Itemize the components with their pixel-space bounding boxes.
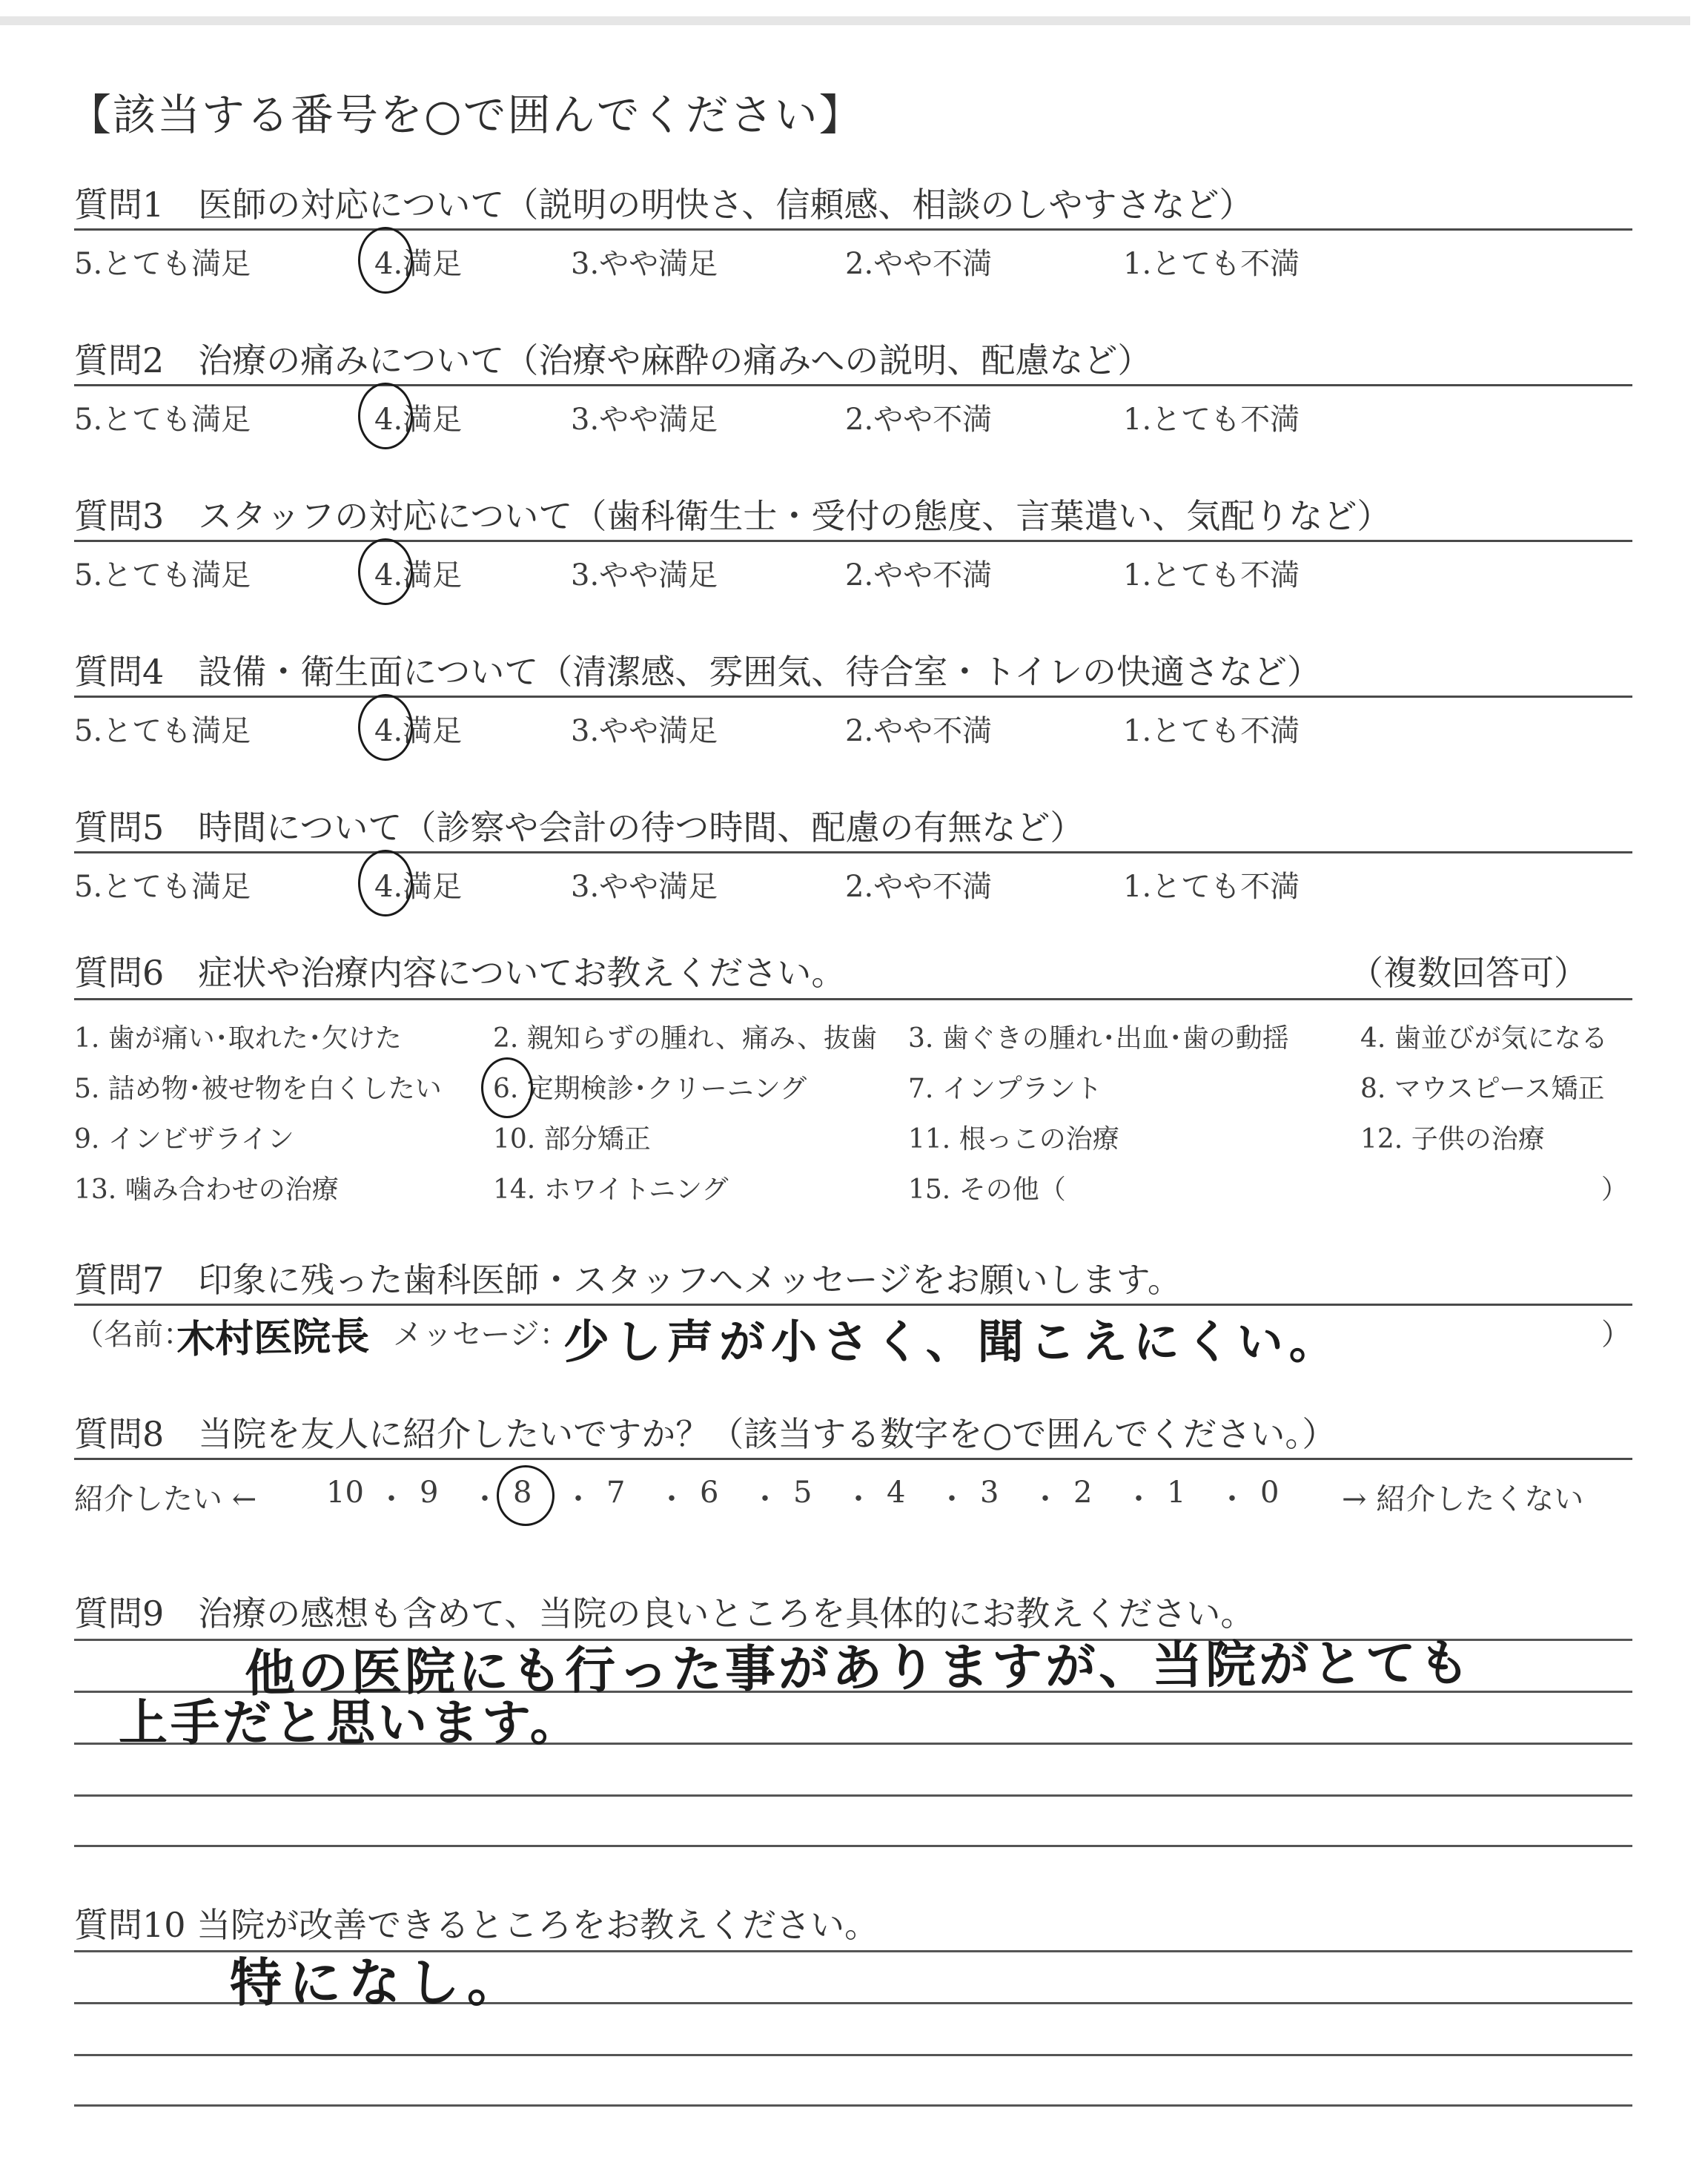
scan-top-edge bbox=[0, 16, 1690, 25]
q4-option-2[interactable]: 2.やや不満 bbox=[845, 714, 993, 748]
q9-answer-line1: 他の医院にも行った事がありますが、当院がとても bbox=[244, 1634, 1473, 1704]
page-header: 【該当する番号を○で囲んでください】 bbox=[68, 90, 864, 140]
q2-option-1[interactable]: 1.とても不満 bbox=[1123, 403, 1300, 437]
q8-scale-1[interactable]: 1 bbox=[1167, 1476, 1186, 1510]
q1-option-1[interactable]: 1.とても不満 bbox=[1123, 247, 1300, 281]
q7-name-value: 木村医院長 bbox=[176, 1314, 370, 1363]
q6-option-7[interactable]: 7. インプラント bbox=[908, 1074, 1102, 1104]
q8-left-label: 紹介したい ← bbox=[74, 1482, 257, 1516]
q4-option-5[interactable]: 5.とても満足 bbox=[74, 714, 251, 748]
q8-scale-7[interactable]: 7 bbox=[606, 1476, 626, 1510]
q5-option-4[interactable]: 4.満足 bbox=[374, 870, 463, 904]
q4-title: 質問4 設備・衛生面について（清潔感、雰囲気、待合室・トイレの快適さなど） bbox=[74, 652, 1322, 692]
q8-scale-10[interactable]: 10 bbox=[326, 1476, 364, 1510]
q8-scale-2[interactable]: 2 bbox=[1073, 1476, 1093, 1510]
q5-selection-circle bbox=[358, 850, 413, 916]
q8-separator-dot: ・ bbox=[937, 1482, 967, 1516]
q2-selection-circle bbox=[358, 383, 413, 449]
q7-title: 質問7 印象に残った歯科医師・スタッフへメッセージをお願いします。 bbox=[74, 1260, 1182, 1300]
q7-close: ） bbox=[1601, 1318, 1631, 1352]
q5-rule bbox=[74, 851, 1632, 853]
q4-selection-circle bbox=[358, 694, 413, 761]
q5-option-3[interactable]: 3.やや満足 bbox=[571, 870, 718, 904]
q8-scale-6[interactable]: 6 bbox=[700, 1476, 719, 1510]
q4-option-4[interactable]: 4.満足 bbox=[374, 714, 463, 748]
q6-option-15[interactable]: 15. その他（ bbox=[908, 1175, 1066, 1205]
q2-option-2[interactable]: 2.やや不満 bbox=[845, 403, 993, 437]
q6-rule bbox=[74, 998, 1632, 1000]
q6-option-6[interactable]: 6. 定期検診･クリーニング bbox=[493, 1074, 807, 1104]
q1-option-2[interactable]: 2.やや不満 bbox=[845, 247, 993, 281]
q5-option-2[interactable]: 2.やや不満 bbox=[845, 870, 993, 904]
q8-scale-5[interactable]: 5 bbox=[793, 1476, 812, 1510]
q3-option-5[interactable]: 5.とても満足 bbox=[74, 558, 251, 592]
q8-scale-8[interactable]: 8 bbox=[513, 1476, 532, 1510]
q10-line-3 bbox=[74, 2054, 1632, 2056]
q6-option-12[interactable]: 12. 子供の治療 bbox=[1360, 1124, 1545, 1155]
q6-selection-circle bbox=[481, 1057, 533, 1118]
q6-option-4[interactable]: 4. 歯並びが気になる bbox=[1360, 1023, 1608, 1054]
q7-name-label: （名前： bbox=[74, 1318, 193, 1352]
q3-option-2[interactable]: 2.やや不満 bbox=[845, 558, 993, 592]
q8-separator-dot: ・ bbox=[377, 1482, 406, 1516]
q7-message-value: 少し声が小さく、聞こえにくい。 bbox=[563, 1315, 1341, 1369]
q3-option-1[interactable]: 1.とても不満 bbox=[1123, 558, 1300, 592]
q9-line-4 bbox=[74, 1794, 1632, 1797]
q8-scale-4[interactable]: 4 bbox=[887, 1476, 906, 1510]
q2-option-3[interactable]: 3.やや満足 bbox=[571, 403, 718, 437]
q1-title: 質問1 医師の対応について（説明の明快さ、信頼感、相談のしやすさなど） bbox=[74, 185, 1254, 225]
q6-option-8[interactable]: 8. マウスピース矯正 bbox=[1360, 1074, 1605, 1104]
q1-option-4[interactable]: 4.満足 bbox=[374, 247, 463, 281]
q8-scale-3[interactable]: 3 bbox=[980, 1476, 999, 1510]
q2-title: 質問2 治療の痛みについて（治療や麻酔の痛みへの説明、配慮など） bbox=[74, 340, 1152, 380]
q8-rule bbox=[74, 1458, 1632, 1460]
q1-option-3[interactable]: 3.やや満足 bbox=[571, 247, 718, 281]
q10-line-4 bbox=[74, 2104, 1632, 2107]
q8-scale-9[interactable]: 9 bbox=[420, 1476, 439, 1510]
q8-title: 質問8 当院を友人に紹介したいですか？（該当する数字を○で囲んでください。） bbox=[74, 1414, 1337, 1454]
q9-line-5 bbox=[74, 1845, 1632, 1847]
q2-option-4[interactable]: 4.満足 bbox=[374, 403, 463, 437]
q3-option-4[interactable]: 4.満足 bbox=[374, 558, 463, 592]
q8-separator-dot: ・ bbox=[844, 1482, 873, 1516]
q8-right-label: → 紹介したくない bbox=[1342, 1482, 1584, 1516]
q6-note: （複数回答可） bbox=[1349, 953, 1588, 993]
q3-selection-circle bbox=[358, 538, 413, 605]
q6-option-11[interactable]: 11. 根っこの治療 bbox=[908, 1124, 1119, 1155]
q8-separator-dot: ・ bbox=[750, 1482, 780, 1516]
q4-option-3[interactable]: 3.やや満足 bbox=[571, 714, 718, 748]
q6-option-13[interactable]: 13. 噛み合わせの治療 bbox=[74, 1175, 339, 1205]
q9-answer-line2: 上手だと思います。 bbox=[119, 1694, 582, 1751]
q2-rule bbox=[74, 384, 1632, 386]
q5-option-1[interactable]: 1.とても不満 bbox=[1123, 870, 1300, 904]
q5-option-5[interactable]: 5.とても満足 bbox=[74, 870, 251, 904]
q6-option-14[interactable]: 14. ホワイトニング bbox=[493, 1175, 729, 1205]
q5-title: 質問5 時間について（診察や会計の待つ時間、配慮の有無など） bbox=[74, 807, 1085, 848]
q7-message-label: メッセージ： bbox=[393, 1318, 569, 1352]
q8-scale-0[interactable]: 0 bbox=[1260, 1476, 1280, 1510]
q6-option-1[interactable]: 1. 歯が痛い･取れた･欠けた bbox=[74, 1023, 402, 1054]
q3-rule bbox=[74, 540, 1632, 542]
q8-separator-dot: ・ bbox=[563, 1482, 593, 1516]
q8-separator-dot: ・ bbox=[1124, 1482, 1153, 1516]
q3-title: 質問3 スタッフの対応について（歯科衛生士・受付の態度、言葉遣い、気配りなど） bbox=[74, 496, 1391, 536]
q10-title: 質問10 当院が改善できるところをお教えください。 bbox=[74, 1905, 879, 1945]
q10-answer: 特になし。 bbox=[230, 1952, 526, 2013]
q6-title: 質問6 症状や治療内容についてお教えください。 bbox=[74, 953, 846, 993]
q6-option-10[interactable]: 10. 部分矯正 bbox=[493, 1124, 651, 1155]
q8-separator-dot: ・ bbox=[1217, 1482, 1247, 1516]
q4-rule bbox=[74, 696, 1632, 698]
q1-rule bbox=[74, 228, 1632, 231]
q8-selection-circle bbox=[497, 1465, 555, 1526]
q1-selection-circle bbox=[358, 227, 413, 294]
q4-option-1[interactable]: 1.とても不満 bbox=[1123, 714, 1300, 748]
q3-option-3[interactable]: 3.やや満足 bbox=[571, 558, 718, 592]
q6-option-9[interactable]: 9. インビザライン bbox=[74, 1124, 294, 1155]
q6-other-close: ） bbox=[1601, 1175, 1629, 1205]
q8-separator-dot: ・ bbox=[470, 1482, 500, 1516]
q6-option-2[interactable]: 2. 親知らずの腫れ、痛み、抜歯 bbox=[493, 1023, 878, 1054]
q8-separator-dot: ・ bbox=[1030, 1482, 1060, 1516]
q2-option-5[interactable]: 5.とても満足 bbox=[74, 403, 251, 437]
q6-option-5[interactable]: 5. 詰め物･被せ物を白くしたい bbox=[74, 1074, 442, 1104]
q8-separator-dot: ・ bbox=[657, 1482, 686, 1516]
q1-option-5[interactable]: 5.とても満足 bbox=[74, 247, 251, 281]
q9-title: 質問9 治療の感想も含めて、当院の良いところを具体的にお教えください。 bbox=[74, 1593, 1255, 1634]
q6-option-3[interactable]: 3. 歯ぐきの腫れ･出血･歯の動揺 bbox=[908, 1023, 1289, 1054]
